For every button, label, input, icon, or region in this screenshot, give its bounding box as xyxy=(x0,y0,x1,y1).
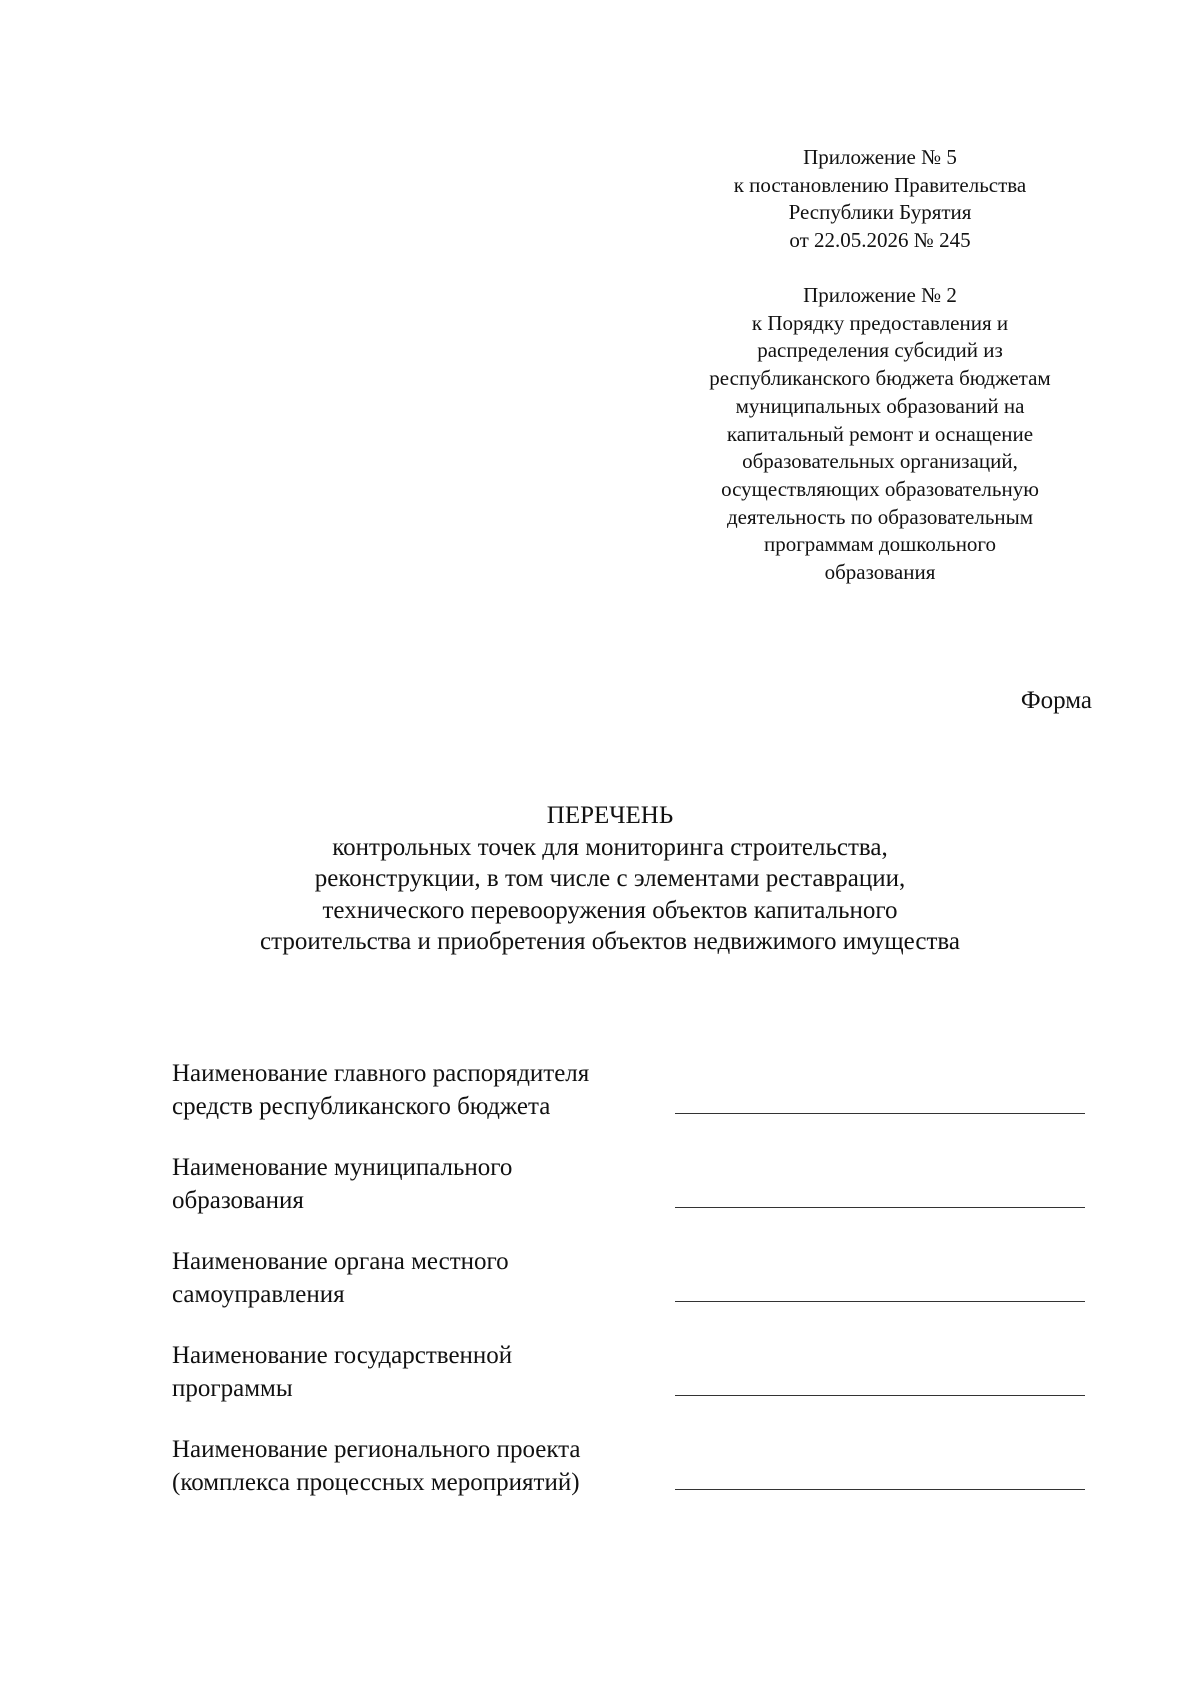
annex-line: деятельность по образовательным xyxy=(726,504,1034,529)
field-label xyxy=(172,1434,662,1499)
annex-line: образования xyxy=(824,560,936,585)
field-label xyxy=(172,1340,662,1405)
field-label xyxy=(172,1058,662,1123)
annex-line: от 22.05.2026 № 245 xyxy=(789,228,971,253)
form-label: Форма xyxy=(1020,687,1092,714)
form-field-budget-manager xyxy=(172,1058,1092,1138)
fill-in-line[interactable] xyxy=(675,1207,1085,1208)
field-label-line: программы xyxy=(172,1374,293,1402)
fill-in-line[interactable] xyxy=(675,1113,1085,1114)
annex-line: осуществляющих образовательную xyxy=(721,476,1039,501)
field-label-line: самоуправления xyxy=(172,1280,345,1308)
field-label-line: (комплекса процессных мероприятий) xyxy=(172,1468,580,1496)
field-label-line: Наименование регионального проекта xyxy=(172,1436,581,1463)
title-line: технического перевооружения объектов капитального xyxy=(322,896,898,924)
annex-line: Приложение № 5 xyxy=(803,145,957,169)
title-line: реконструкции, в том числе с элементами реставрации, xyxy=(314,865,906,893)
field-label-line: средств республиканского бюджета xyxy=(172,1092,551,1120)
form-field-local-government xyxy=(172,1246,1092,1326)
annex-header-current xyxy=(660,144,1100,255)
annex-header-original xyxy=(660,282,1100,587)
annex-line: муниципальных образований на xyxy=(735,393,1025,418)
annex-line: Республики Бурятия xyxy=(788,200,972,225)
annex-line: Приложение № 2 xyxy=(803,283,957,307)
form-field-regional-project xyxy=(172,1434,1092,1514)
title-line: контрольных точек для мониторинга строительства, xyxy=(332,833,888,861)
form-field-state-program xyxy=(172,1340,1092,1420)
annex-line: образовательных организаций, xyxy=(742,449,1018,474)
field-label xyxy=(172,1246,662,1311)
fill-in-line[interactable] xyxy=(675,1489,1085,1490)
annex-line: распределения субсидий из xyxy=(757,338,1003,363)
fill-in-line[interactable] xyxy=(675,1301,1085,1302)
title-line: строительства и приобретения объектов недвижимого имущества xyxy=(260,928,960,956)
title-heading: ПЕРЕЧЕНЬ xyxy=(546,802,674,829)
field-label-line: Наименование главного распорядителя xyxy=(172,1060,590,1087)
annex-line: капитальный ремонт и оснащение xyxy=(726,421,1034,446)
field-label-line: образования xyxy=(172,1186,304,1214)
annex-line: республиканского бюджета бюджетам xyxy=(709,366,1051,391)
field-label-line: Наименование органа местного xyxy=(172,1248,509,1275)
annex-line: к постановлению Правительства xyxy=(733,172,1027,197)
field-label-line: Наименование муниципального xyxy=(172,1154,513,1181)
form-field-municipality xyxy=(172,1152,1092,1232)
fill-in-line[interactable] xyxy=(675,1395,1085,1396)
annex-line: к Порядку предоставления и xyxy=(751,310,1009,335)
field-label-line: Наименование государственной xyxy=(172,1342,513,1369)
field-label xyxy=(172,1152,662,1217)
annex-line: программам дошкольного xyxy=(763,532,997,557)
document-title xyxy=(180,800,1040,958)
